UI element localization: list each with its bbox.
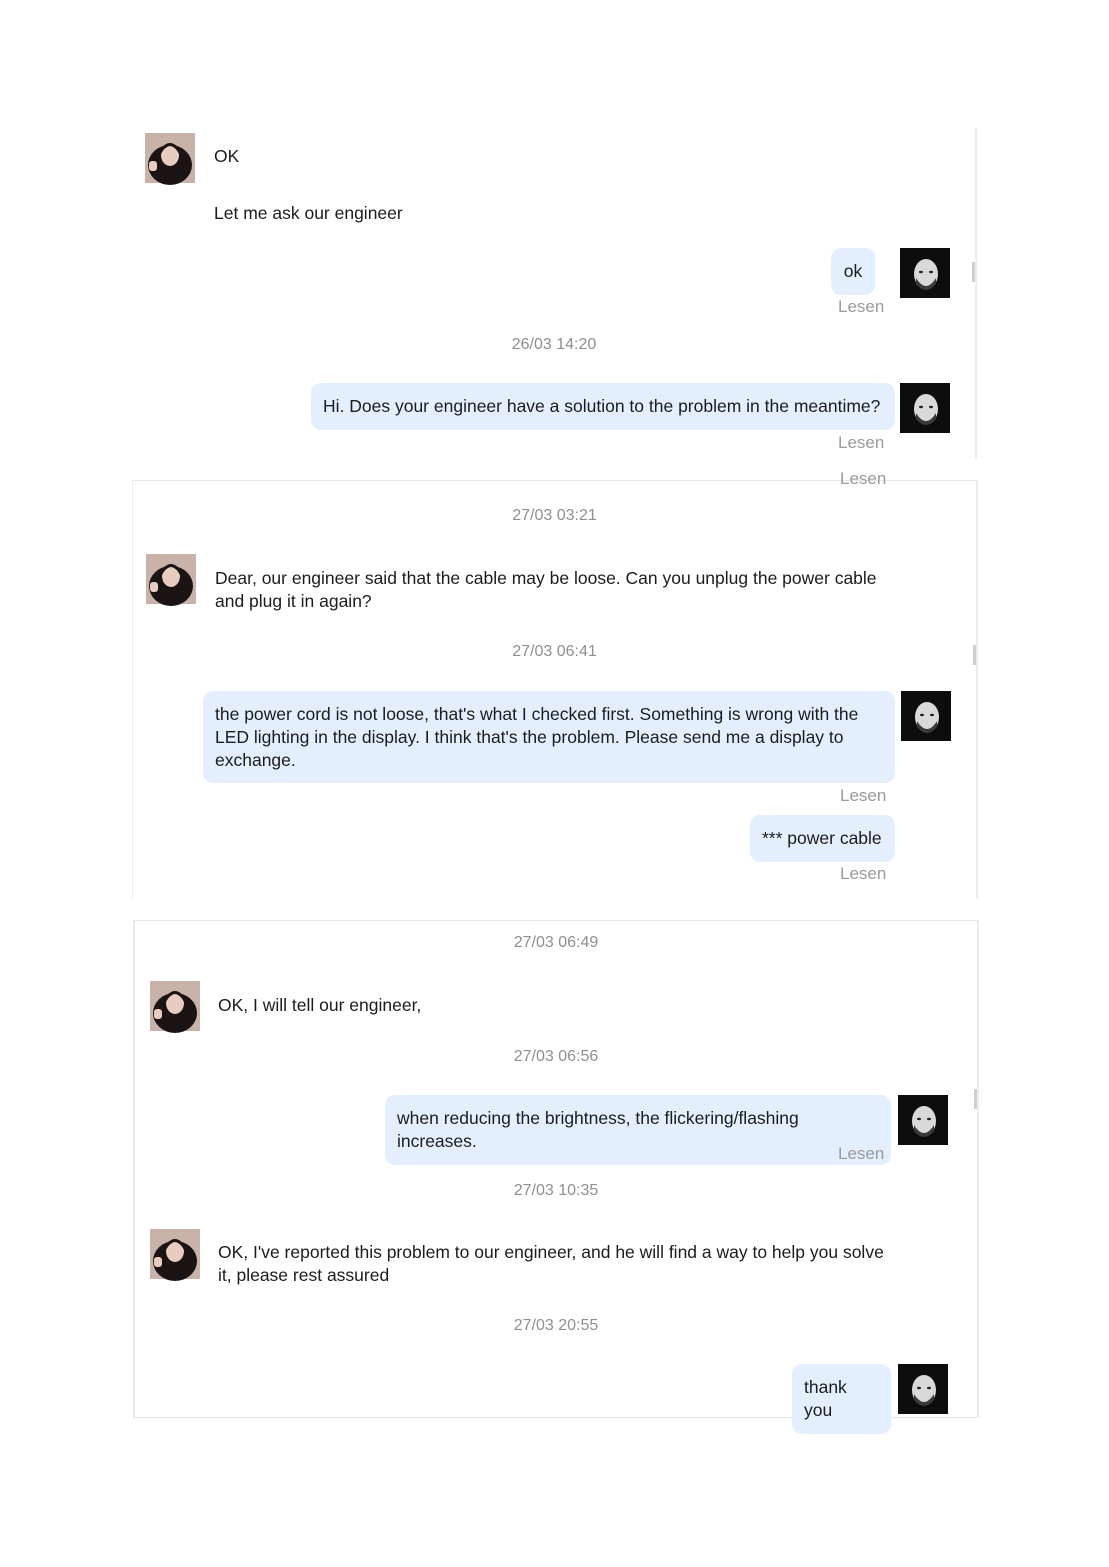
user-message-bubble: Hi. Does your engineer have a solution to the problem in the meantime?	[311, 383, 895, 430]
user-avatar-icon	[898, 1095, 948, 1145]
user-avatar-icon	[901, 691, 951, 741]
timestamp: 27/03 06:49	[513, 934, 599, 951]
chat-panel-1	[133, 128, 977, 460]
timestamp: 27/03 06:56	[513, 1048, 599, 1065]
chat-panel-2	[132, 469, 978, 899]
scrollbar-thumb[interactable]	[972, 262, 975, 282]
read-receipt: Lesen	[838, 297, 885, 316]
read-receipt: Lesen	[840, 864, 887, 883]
agent-avatar-icon	[150, 981, 200, 1031]
agent-message: Dear, our engineer said that the cable may be loose. Can you unplug the power cable and plug it in again?	[215, 568, 877, 611]
agent-message: OK	[214, 146, 240, 166]
user-avatar-icon	[898, 1364, 948, 1414]
read-receipt: Lesen	[840, 786, 887, 805]
user-message-bubble: *** power cable	[750, 815, 895, 862]
user-message-bubble: ok	[831, 248, 875, 295]
scrollbar-thumb[interactable]	[974, 1089, 977, 1109]
agent-message: OK, I will tell our engineer,	[218, 995, 422, 1015]
user-avatar-icon	[900, 383, 950, 433]
agent-avatar-icon	[146, 554, 196, 604]
read-receipt: Lesen	[840, 469, 887, 488]
read-receipt: Lesen	[838, 1144, 885, 1163]
read-receipt: Lesen	[838, 433, 885, 452]
user-message-bubble: the power cord is not loose, that's what I checked first. Something is wrong with the LED lighting in the display. I think that's the problem. Please send me a display to exchange.	[203, 691, 895, 783]
timestamp: 27/03 20:55	[513, 1317, 599, 1334]
agent-message: Let me ask our engineer	[214, 203, 403, 223]
agent-message: OK, I've reported this problem to our engineer, and he will find a way to help you solve it, please rest assured	[218, 1242, 884, 1285]
agent-avatar-icon	[145, 133, 195, 183]
timestamp: 27/03 06:41	[512, 643, 597, 660]
agent-avatar-icon	[150, 1229, 200, 1279]
timestamp: 26/03 14:20	[511, 336, 597, 353]
user-message-bubble: thank you	[792, 1364, 891, 1434]
chat-panel-3	[133, 920, 979, 1418]
timestamp: 27/03 03:21	[512, 507, 597, 524]
timestamp: 27/03 10:35	[513, 1182, 599, 1199]
user-message-bubble: when reducing the brightness, the flickering/flashing increases.	[385, 1095, 891, 1165]
user-avatar-icon	[900, 248, 950, 298]
